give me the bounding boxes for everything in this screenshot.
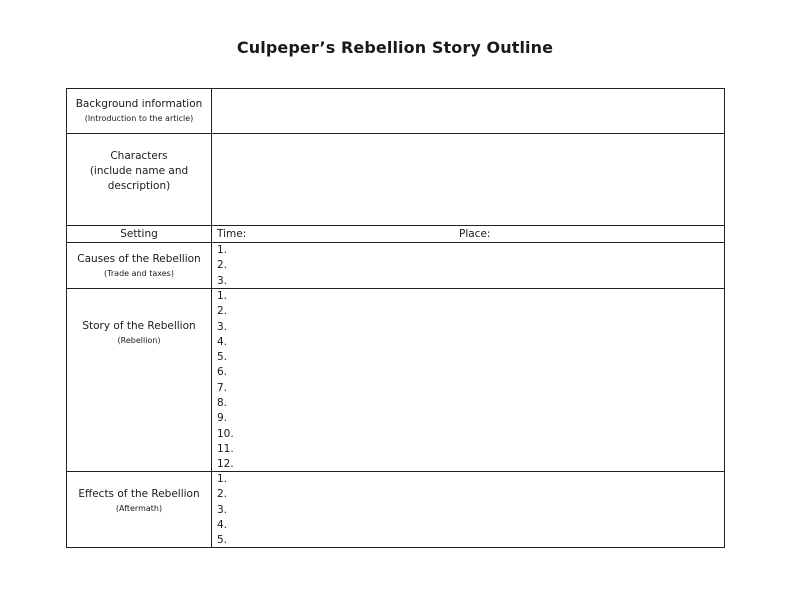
list-item: 8. — [217, 397, 228, 410]
list-item: 1. — [217, 244, 228, 256]
list-item: 4. — [217, 335, 228, 348]
causes-sublabel: (Trade and taxes) — [104, 268, 174, 278]
effects-sublabel: (Aftermath) — [115, 504, 163, 513]
setting-label: Setting — [120, 227, 158, 240]
list-item: 3. — [217, 320, 228, 333]
list-item: 5. — [217, 534, 228, 547]
list-item: 2. — [217, 305, 228, 318]
characters-label-line: (include name and — [89, 165, 189, 177]
list-item: 5. — [217, 351, 228, 364]
setting-answer-cell[interactable] — [212, 226, 724, 242]
list-item: 3. — [217, 274, 228, 287]
background-sublabel: (Introduction to the article) — [84, 114, 194, 123]
effects-answer-cell[interactable] — [212, 472, 724, 547]
characters-label-line: description) — [107, 180, 171, 192]
list-item: 4. — [217, 518, 228, 531]
list-item: 11. — [217, 442, 234, 455]
effects-label: Effects of the Rebellion — [78, 488, 200, 500]
background-label-cell — [67, 89, 212, 133]
story-label-cell — [67, 289, 212, 471]
story-sublabel: (Rebellion) — [117, 336, 161, 345]
background-answer-cell[interactable] — [212, 89, 724, 133]
characters-answer-cell[interactable] — [212, 134, 724, 225]
list-item: 12. — [217, 458, 234, 471]
page-title: Culpeper’s Rebellion Story Outline — [236, 38, 554, 57]
row-story — [67, 288, 724, 471]
story-answer-cell[interactable] — [212, 289, 724, 471]
list-item: 1. — [217, 473, 228, 485]
outline-table — [66, 88, 725, 548]
place-label: Place: — [459, 228, 491, 240]
list-item: 7. — [217, 381, 228, 394]
list-item: 10. — [217, 427, 234, 440]
list-item: 1. — [217, 290, 228, 302]
row-causes — [67, 242, 724, 288]
list-item: 9. — [217, 412, 228, 425]
story-label: Story of the Rebellion — [82, 320, 196, 332]
characters-label-line: Characters — [110, 150, 168, 162]
causes-answer-cell[interactable] — [212, 243, 724, 288]
row-background — [67, 89, 724, 133]
causes-label-cell — [67, 243, 212, 288]
characters-label-cell — [67, 134, 212, 225]
row-characters — [67, 133, 724, 225]
effects-label-cell — [67, 472, 212, 547]
list-item: 6. — [217, 366, 228, 379]
list-item: 2. — [217, 259, 228, 272]
row-setting — [67, 225, 724, 242]
time-label: Time: — [217, 228, 247, 240]
row-effects — [67, 471, 724, 547]
list-item: 3. — [217, 503, 228, 516]
setting-label-cell — [67, 226, 212, 242]
list-item: 2. — [217, 488, 228, 501]
background-label: Background information — [75, 98, 203, 110]
causes-label: Causes of the Rebellion — [77, 252, 201, 265]
